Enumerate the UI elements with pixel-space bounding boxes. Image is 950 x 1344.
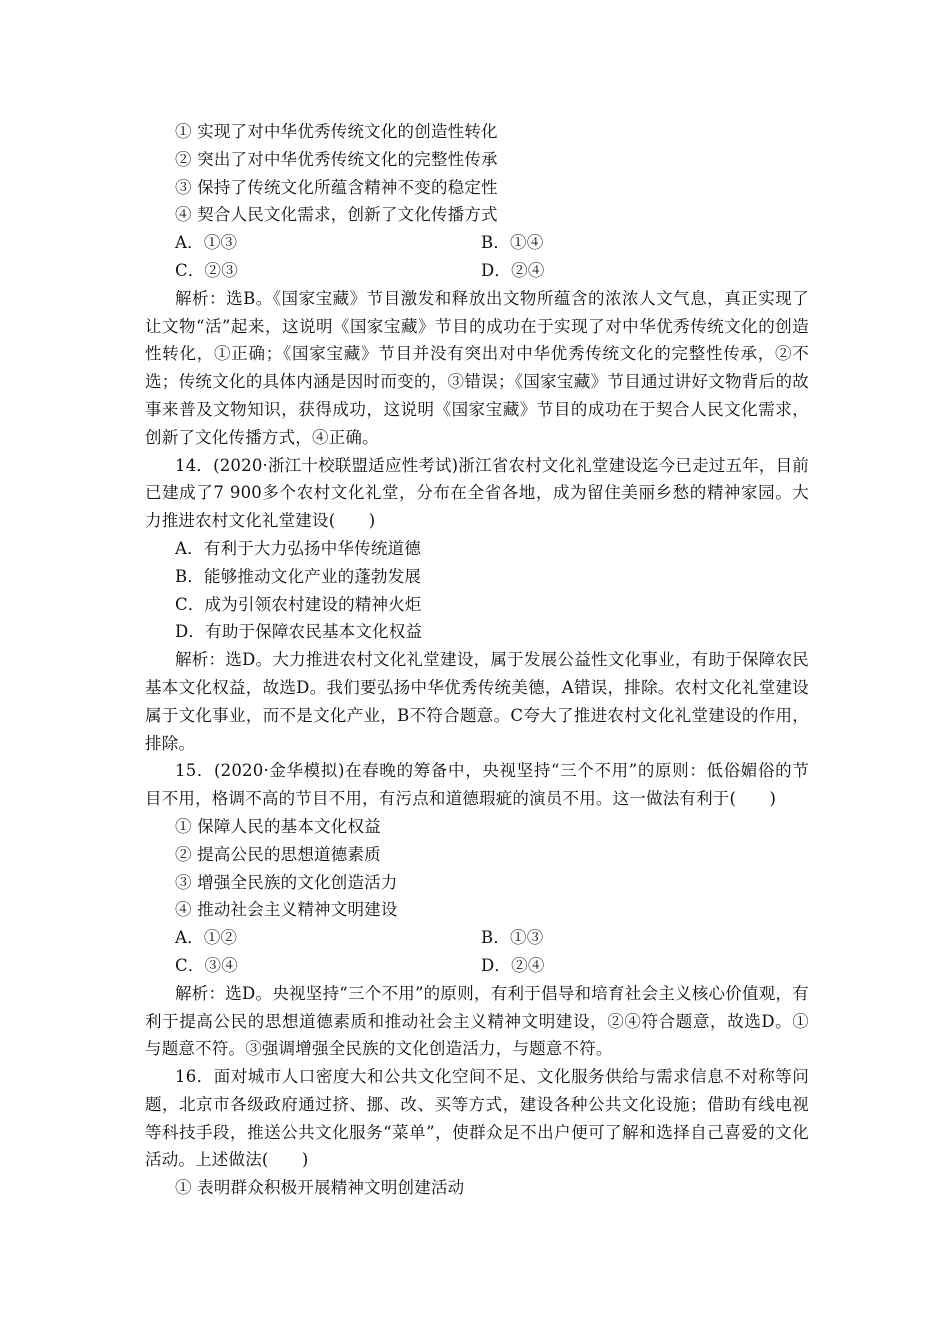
q15-item-2: ② 提高公民的思想道德素质 xyxy=(175,844,381,864)
q13-item-4: ④ 契合人民文化需求，创新了文化传播方式 xyxy=(175,205,498,225)
q16-item-1: ① 表明群众积极开展精神文明创建活动 xyxy=(175,1178,465,1198)
q14-option-c: C．成为引领农村建设的精神火炬 xyxy=(175,594,422,614)
q13-item-1: ① 实现了对中华优秀传统文化的创造性转化 xyxy=(175,122,498,141)
q15-option-d: D．②④ xyxy=(481,955,545,975)
q15-options-row-2 xyxy=(145,952,809,980)
q13-analysis: 解析：选B。《国家宝藏》节目激发和释放出文物所蕴含的浓浓人文气息，真正实现了让文物“活”起来，这说明《国家宝藏》节目的成功在于实现了对中华优秀传统文化的创造性转化，①正确；《国家宝藏》节目并没有突出对中华优秀传统文化的完整性传承，②不选；传统文化的具体内涵是因时而变的，③错误；《国家宝藏》节目通过讲好文物背后的故事来普及文物知识，获得成功，这说明《国家宝藏》节目的成功在于契合人民文化需求，创新了文化传播方式，④正确。 xyxy=(145,288,809,447)
q15-option-b: B．①③ xyxy=(481,928,544,948)
q14-stem: 14．(2020·浙江十校联盟适应性考试)浙江省农村文化礼堂建设迄今已走过五年，目前已建成了7 900多个农村文化礼堂，分布在全省各地，成为留住美丽乡愁的精神家园。大力推进农村文化礼堂建设( ) xyxy=(145,455,810,531)
q16-stem: 16．面对城市人口密度大和公共文化空间不足、文化服务供给与需求信息不对称等问题，北京市各级政府通过挤、挪、改、买等方式，建设各种公共文化设施；借助有线电视等科技手段，推送公共文化服务“菜单”，使群众足不出户便可了解和选择自己喜爱的文化活动。上述做法( ) xyxy=(145,1067,809,1170)
q14-option-b: B．能够推动文化产业的蓬勃发展 xyxy=(175,566,422,586)
q14-option-a: A．有利于大力弘扬中华传统道德 xyxy=(175,538,421,558)
q13-item-3: ③ 保持了传统文化所蕴含精神不变的稳定性 xyxy=(175,177,498,197)
q15-option-c: C．③④ xyxy=(175,955,238,975)
document-page xyxy=(145,118,809,1202)
q15-item-1: ① 保障人民的基本文化权益 xyxy=(175,816,381,836)
q13-option-c: C．②③ xyxy=(175,260,238,280)
q13-item-2: ② 突出了对中华优秀传统文化的完整性传承 xyxy=(175,149,498,169)
q13-options-row-1 xyxy=(145,229,809,257)
q15-options-row-1 xyxy=(145,924,809,952)
q15-stem: 15．(2020·金华模拟)在春晚的筹备中，央视坚持“三个不用”的原则：低俗媚俗的节目不用，格调不高的节目不用，有污点和道德瑕疵的演员不用。这一做法有利于( ) xyxy=(145,761,809,809)
q13-options-row-2 xyxy=(145,257,809,285)
q13-option-a: A．①③ xyxy=(175,233,238,253)
q15-option-a: A．①② xyxy=(175,928,238,948)
q14-option-d: D．有助于保障农民基本文化权益 xyxy=(175,622,423,642)
q15-analysis: 解析：选D。央视坚持“三个不用”的原则，有利于倡导和培育社会主义核心价值观，有利于提高公民的思想道德素质和推动社会主义精神文明建设，②④符合题意，故选D。①与题意不符。③强调增强全民族的文化创造活力，与题意不符。 xyxy=(145,983,809,1059)
q15-item-4: ④ 推动社会主义精神文明建设 xyxy=(175,900,398,920)
q15-item-3: ③ 增强全民族的文化创造活力 xyxy=(175,872,398,892)
q13-option-b: B．①④ xyxy=(481,233,544,253)
q14-analysis: 解析：选D。大力推进农村文化礼堂建设，属于发展公益性文化事业，有助于保障农民基本文化权益，故选D。我们要弘扬中华优秀传统美德，A错误，排除。农村文化礼堂建设属于文化事业，而不是文化产业，B不符合题意。C夸大了推进农村文化礼堂建设的作用，排除。 xyxy=(145,650,809,753)
q13-option-d: D．②④ xyxy=(481,260,545,280)
